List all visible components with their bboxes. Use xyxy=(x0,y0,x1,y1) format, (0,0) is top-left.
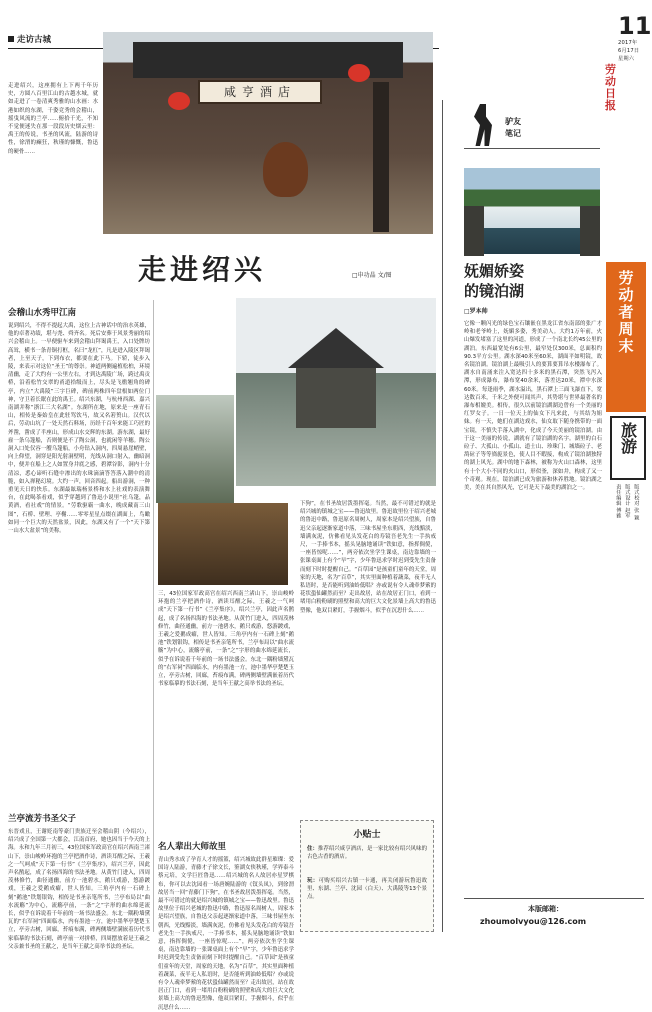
section-1-body: 说到绍兴，不得不提起大禹，这位上古神话中的治水英雄，他的卓著功绩，堪与尧、舜齐名。死后安葬于风景秀丽的绍兴会稽山上。一早便驱车来到会稽山拜谒禹王，入口处牌坊高耸，横书一条青铜打框，名曰“龙杠”，凡是进入陵区拜谒者，上至天子，下到布衣，都要在此下马。下轿，徒步入陵，来表示对这位“圣王”的尊崇。神道两侧遍植松柏，环境清幽，走了大约有一公里左右，才到达禹陵广场，跨过禹贡桥，沿着松竹交翠的甬道拾级而上，尽头是飞檐翘角的碑亭，内立“大禹陵”三字巨碑，碑前两株四年盘根如两位门神，守卫着长眠在此的禹王。绍兴东湖，与杭州西湖、嘉兴南湖并称“浙江三大名湖”。东湖所在地，原来是一座青石山，相传是秦始皇在此驻骂饮马，故又名箬篑山。汉代以后，劳动山坑了一处天然石料场，历经千百年来能工巧匠的斧凿，凿成了半座山，形成山水交辉的东湖。游东湖，最好雇一条乌篷船，否则便是不了陶公洞，也就闲等羊穗。陶公洞入口处仅容一艘乌篷船，小舟钻入洞内，四周悬崖峭壁，向上仰望，洞穿是阳光射洞壁明，光线从洞口射入，幽暗洞中，便并在船上之人如置身井底之感，碧潭谷影，洞内十分清凉，悉心谛听石缝中渗出的水珠滴滴答答落入潮中的清脆，如入禅秘幻境。大约一声，回音四起。船出游洞，一种重见天日的快乐。东湖最眩瑞杨景桥和水上社戏的表演舞台，在此喝茶看戏，似乎穿越到了鲁迅小说里“社乌篷，品黄酒，看社戏”的情景。“劳歌驱霸一曲水，晚成藏南三山图”，石桥、壁理、亭榭……零零星星点缀在湖面上，鸟瞰如同一个巨大的天然盆景，因此，东湖又有了一个“天下第一山水大盆景”的美称。 xyxy=(8,323,150,535)
email-label: 本版邮箱： xyxy=(528,905,563,913)
section-3-title: 名人辈出大师故里 xyxy=(158,842,227,852)
sidebar-travel-text: 旅游 xyxy=(618,422,638,454)
travel-headline-2: 的镜泊湖 xyxy=(464,282,525,300)
pavilion-roof xyxy=(276,328,396,368)
travel-headline-1: 妩媚娇姿 xyxy=(464,262,525,280)
section-2-body-b: 三，43位国家军政高官在绍兴西南兰渚山下，崇山峻岭环抱的兰亭把酒作诗，酒读耳醒之际，王羲之一气呵成“天下第一行书”《兰亭集序》，绍兴兰亭，因此声名鹊起，成了名扬四海的书法圣地。从黄竹门进入，四周茂林修竹，曲径通幽，前方一池碧水，鹅只戏游，悠游踱戏，王羲之爱鹅成癖，世人皆知。三角亭内有一石碑上刻“鹅池”铁划银钩，相传是书圣亲笔所书，兰亭布局以“曲水流觞”为中心，流觞亭前，一条“之”字形的曲水绵延流长，似乎在诉说着千年前的一场书法盛会。东北一隅粉墙黛瓦的“右军祠”四面临水，内有墨池一方，池中墨华亭楚楚玉立，亭旁古树，回廊，苔痕布满，碑两侧墙壁满嵌着历代书家临摹的书法石刻，是当年王献之高举书法的圣坛。 xyxy=(158,591,294,688)
tips-stay-text: 推荐绍兴咸亨酒店，是一家比较有绍兴风味的古色古香的酒店。 xyxy=(307,846,427,861)
footer-rule xyxy=(464,898,644,899)
travel-byline: □罗本帅 xyxy=(464,308,488,315)
tips-eat-text: 可购买绍兴古镇一卡通，再关闭游玩鲁迅故里、东湖、兰亭、沈园（白天）、大禹陵等13个景点。 xyxy=(307,878,427,901)
date-line-2: 6月17日 xyxy=(618,48,640,54)
tips-stay-label: 住： xyxy=(307,846,318,852)
sidebar-weekly xyxy=(606,262,646,412)
tips-box xyxy=(300,820,434,932)
wine-jar xyxy=(263,142,308,197)
section-2-title: 兰亭流芳书圣父子 xyxy=(8,814,77,824)
section-tag: 走访古城 xyxy=(17,35,52,45)
statue-photo xyxy=(156,395,234,503)
email-address: zhoumolvyou@126.com xyxy=(480,917,587,926)
tips-title: 小贴士 xyxy=(353,830,381,840)
section-3-body: 青山秀水成了孕育人才的摇篮，绍兴城故此群星璀璨：爱国诗人陆游，青藤才子徐文长，鉴湖女侠秋瑾，学界泰斗蔡元培，文学巨匠鲁迅……绍兴城的名人故居亦星罗棋布，你可以去沈园看一场唐婉陆游的《钗头凤》，到徐渭故居当一回“青藤门下狗”，在书圣故居泼墨挥毫。当然，最不可错过的就是绍兴城的镇城之宝——鲁迅故里。鲁迅故里位于绍兴老城的鲁迅中路，鲁迅原名周树人，周家本是绍兴望族，自鲁迅父亲起逐渐家道中落，三味书屋坐东朝西，光线黯淡，墙满灰泥，仿佛看见头发花白的寿镜吾老先生一手执戒尺，一手捧书本，摇头晃脑地诵读“铁如意，指挥倜傥，一座皆惊呢……”，两旁依次坐学生课桌，南边靠墙的一张课桌面上有个“早”字，少年鲁迅求学时迟到受先生责备而刻下时时提醒自己。“百草园”是孩童们童年的天堂，周家的天地，名为“百草”，其实里面种植着蔬菜，夜半无人私语时，是否能听到油蛉低唱？亦或说有令人魂牵梦萦的花状蛩仙罐然而至？走出故居，站在故居正门口，看到一堵用白粉粉刷的照壁和高大的巨大文化景墙上高大的鲁迅塑像，他双目紧盯，手握烟斗，似乎在沉思什么…… xyxy=(158,857,294,1011)
sidebar-weekly-text: 劳动者周末 xyxy=(616,270,635,355)
waterfall-rock-left xyxy=(464,206,484,256)
date-line-1: 2017年 xyxy=(618,40,638,46)
divider-left xyxy=(153,300,154,932)
waterfall-rock-right xyxy=(580,206,600,256)
travel-body: 它像一颗闪光的绿色宝石镶嵌在黑龙江省东南部的张广才岭和老爷岭上，妩媚多姿，秀美动人。大约1万年前，火山爆发堵塞了这里的河道，形成了一个南北长约45公里的湖泊。东西最宽处有6公里，最窄处仅300米，总面积约90.3平方公里。湖水深40米至60米，湖面平如明镜，故名镜泊湖。镜泊湖上最吸引人的要算要算吊水楼瀑布了。湖水自南涌来注入宽达四十多米的黑石潭，突然飞泻入潭，形成瀑布，瀑布宽40余米，落差达20米，潭中水深60米。每逢雨季，湖水溢出，黑石潭上三面飞瀑直下，宽达数百米，千米之外便可闻其声，其势堪与世界最著名的瀑布相媲美。相传，很久以前镜泊湖湖边曾有一个美丽的红罗女子。一日一位天上的仙女下凡来此，与其结为姐妹。有一天，她们在湖边戏水，仙女取下随身携带的一面宝镜，不慎失手落入湖中，化成了今天美丽的镜泊湖。由于这一美丽的传说，湖就有了镜泊湖的名字。湖里的白石砬子、大孤山、小孤山、道士山、珍珠门、城墙砬子、老鸹砬子等等旖旎景色，使人目不暇接，构成了镜泊湖独特的湖上风光。湖中的地下森林，被称为火山口森林，这里有十个大小不同的火山口，形似釜，深如井，构成了又一个奇观。现在，镜泊湖已成为旅游和休养胜地。镜泊湖之美，美在其自然风光，它可是天下最美的湖泊之一。 xyxy=(464,321,602,492)
section-2-body-a: 东晋戏且，王谢贬南等豪门贵族迁至会稽山阴（今绍兴），绍兴成了全国第一大都会，江南首府，她也因当于今天的上海。永和九年三月初三，43位国家军政高官在绍兴西南兰渚山下，崇山峻岭环抱的兰亭把酒作诗，酒读耳醒之际，王羲之一气呵成“天下第一行书”《兰亭集序》，绍兴兰亭，因此声名鹊起，成了名扬四海的书法圣地。从黄竹门进入，四周茂林修竹，曲径通幽，前方一池碧水，鹅只戏游，悠游踱戏，王羲之爱鹅成癖，世人皆知。三角亭内有一石碑上刻“鹅池”铁划银钩，相传是书圣亲笔所书，兰亭布局以“曲水流觞”为中心，流觞亭前，一条“之”字形的曲水绵延流长，似乎在诉说着千年前的一场书法盛会。东北一隅粉墙黛瓦的“右军祠”四面临水，内有墨池一方，池中墨华亭楚楚玉立，亭旁古树，回廊，苔痕布满，碑两侧墙壁满嵌着历代书家临摹的书法石刻，碑亭前一对拼桥，四周摆放着是王羲之父亲兼书圣的王献之，是当年王献之高举书法的圣坛。 xyxy=(8,829,150,950)
main-headline: 走进绍兴 xyxy=(138,253,267,286)
hiker-icon xyxy=(468,104,498,146)
hotel-sign: 咸亨酒店 xyxy=(198,80,322,104)
page-number: 11 xyxy=(618,12,652,40)
lantern-left xyxy=(168,92,190,110)
pavilion-photo xyxy=(236,298,436,486)
lantern-right xyxy=(348,64,370,82)
travel-byline-text: 罗本帅 xyxy=(469,308,488,315)
hotel-pillar xyxy=(373,82,389,232)
main-byline: □申功晶 文/图 xyxy=(352,272,392,279)
paper-name: 劳动日报 xyxy=(605,63,616,112)
tips-eat xyxy=(307,877,427,902)
tips-stay xyxy=(307,845,427,861)
badge-rule xyxy=(464,148,600,149)
divider-main xyxy=(442,100,443,932)
tips-eat-label: 玩： xyxy=(307,878,319,884)
intro-text: 走进绍兴，这座拥有上下两千年历史，方圆八百里江山的古越水城，就如走进了一卷清爽秀雅的山水画：水港如织的东湖，千姿竞秀的会稽山，摇曳风流的兰亭……俯拾千光，不知不觉便迷失在那一段段历史烟云里：禹王的传说，书圣的风流，陆游的诗性，徐渭的癫狂，秋瑾的慷慨，鲁迅的硬骨…… xyxy=(8,83,98,155)
waterfall-photo xyxy=(464,168,600,254)
section-1-title: 会稽山水秀甲江南 xyxy=(8,308,77,318)
date-line-3: 星期六 xyxy=(618,56,635,62)
editor-line-3: 版式校对 张 颖 xyxy=(633,484,640,521)
sidebar-travel xyxy=(610,416,646,480)
editor-line-1: 责任编辑 傅雅 xyxy=(615,484,622,519)
section-3-body-continued: 下狗”，在书圣故居泼墨挥毫。当然，最不可错过的就是绍兴城的镇城之宝——鲁迅故里。鲁迅故里位于绍兴老城的鲁迅中路，鲁迅原名周树人，周家本是绍兴望族，自鲁迅父亲起逐渐家道中落，三味书屋坐东朝西，光线黯淡，墙满灰泥，仿佛看见头发花白的寿镜吾老先生一手执戒尺，一手捧书本，摇头晃脑地诵读“铁如意，指挥倜傥，一座皆惊呢……”，两旁依次坐学生课桌，南边靠墙的一张课桌面上有个“早”字，少年鲁迅求学时迟到受先生责备而刻下时时提醒自己。“百草园”是孩童们童年的天堂，周家的天地，名为“百草”，其实里面种植着蔬菜，夜半无人私语时，是否能听到油蛉低唱？亦或说有令人魂牵梦萦的花状蛩仙罐然而至？走出故居，站在故居正门口，看到一堵用白粉粉刷的照壁和高大的巨大文化景墙上高大的鲁迅塑像，他双目紧盯，手握烟斗，似乎在沉思什么…… xyxy=(300,501,436,614)
badge-line-2: 笔记 xyxy=(505,129,521,138)
hotel-photo xyxy=(103,32,433,234)
badge-line-1: 驴友 xyxy=(505,117,521,126)
section-tag-marker xyxy=(8,36,14,42)
byline-text: 申功晶 文/图 xyxy=(357,272,392,279)
pavilion-body xyxy=(296,368,376,428)
food-photo xyxy=(158,503,288,585)
editor-line-2: 版式设计 赵军 xyxy=(624,484,631,519)
